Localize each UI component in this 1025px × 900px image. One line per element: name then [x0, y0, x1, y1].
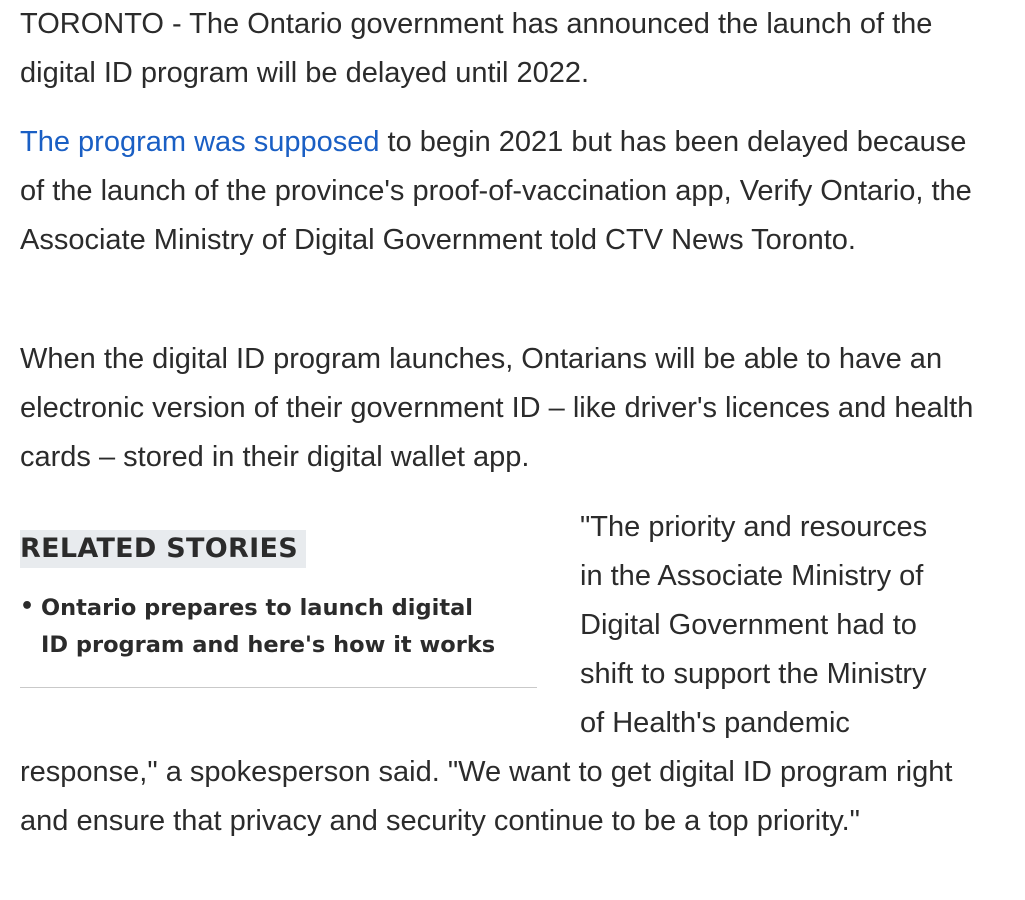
paragraph-delay-text: to begin 2021 but has been delayed because of the launch of the province's proof-of-vaccination app, Verify Ontario, the Associate Ministry of Digital Government told CTV News Toronto. [20, 126, 972, 256]
related-story-line: ID program and here's how it works [41, 632, 496, 658]
paragraph-intro: TORONTO - The Ontario government has announced the launch of the digital ID program will be delayed until 2022. [20, 8, 933, 89]
program-link[interactable]: The program was supposed [20, 126, 380, 158]
quote-line: of Health's pandemic [580, 707, 850, 739]
related-story-link[interactable] [41, 595, 495, 658]
quote-line: "The priority and resources [580, 511, 928, 543]
quote-line: in the Associate Ministry of [580, 560, 924, 592]
bullet-icon: • [20, 594, 35, 619]
paragraph-quote-continued: response," a spokesperson said. "We want to get digital ID program right and ensure that privacy and security continue to be a top priority." [20, 756, 953, 837]
related-story-line: Ontario prepares to launch digital [41, 595, 473, 621]
related-stories-list [20, 590, 537, 664]
related-stories-heading: RELATED STORIES [20, 530, 306, 568]
quote-wrapped-lines [580, 503, 980, 748]
paragraph-launch: When the digital ID program launches, Ontarians will be able to have an electronic version of their government ID – like driver's licences and health cards – stored in their digital wallet app. [20, 343, 974, 473]
paragraph-delay [20, 118, 995, 265]
related-stories [20, 530, 537, 688]
quote-line: Digital Government had to [580, 609, 917, 641]
related-story-item [20, 590, 537, 664]
quote-line: shift to support the Ministry [580, 658, 927, 690]
